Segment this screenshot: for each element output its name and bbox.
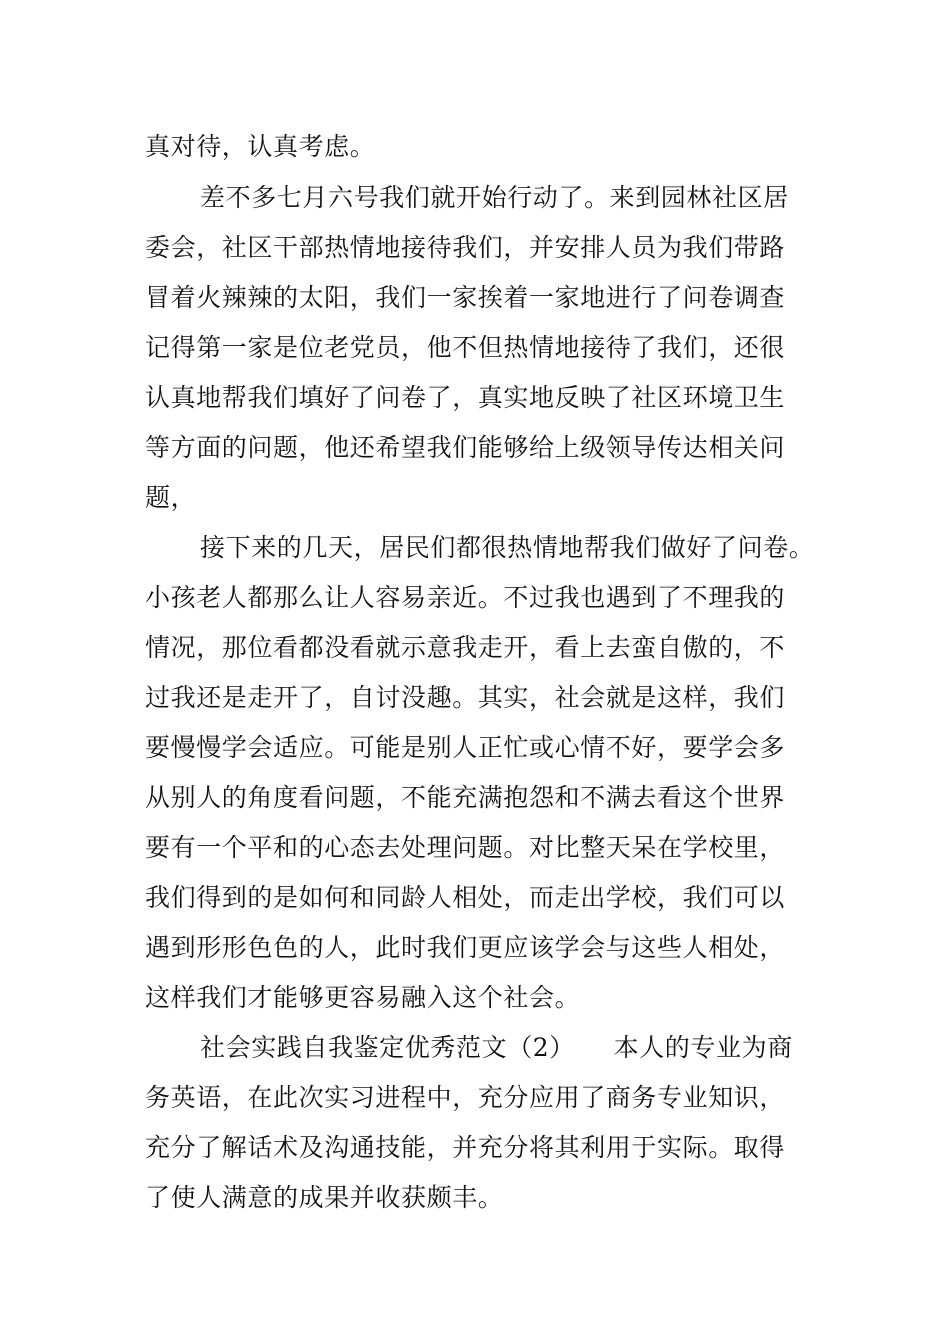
text-line: 等方面的问题，他还希望我们能够给上级领导传达相关问 bbox=[145, 433, 786, 462]
text-line: 小孩老人都那么让人容易亲近。不过我也遇到了不理我的 bbox=[145, 583, 786, 612]
text-line: 我们得到的是如何和同龄人相处，而走出学校，我们可以 bbox=[145, 883, 786, 912]
paragraph-first-line: 社会实践自我鉴定优秀范文（2） 本人的专业为商 bbox=[200, 1033, 793, 1062]
text-line: 要有一个平和的心态去处理问题。对比整天呆在学校里， bbox=[145, 833, 786, 862]
text-line: 过我还是走开了，自讨没趣。其实，社会就是这样，我们 bbox=[145, 683, 786, 712]
text-line: 了使人满意的成果并收获颇丰。 bbox=[145, 1183, 504, 1212]
text-line: 委会，社区干部热情地接待我们，并安排人员为我们带路 bbox=[145, 233, 786, 262]
text-line: 充分了解话术及沟通技能，并充分将其利用于实际。取得 bbox=[145, 1133, 786, 1162]
text-line: 题， bbox=[145, 483, 197, 512]
text-line: 认真地帮我们填好了问卷了，真实地反映了社区环境卫生 bbox=[145, 383, 786, 412]
text-line: 记得第一家是位老党员，他不但热情地接待了我们，还很 bbox=[145, 333, 786, 362]
text-line: 真对待，认真考虑。 bbox=[145, 132, 376, 161]
text-line: 冒着火辣辣的太阳，我们一家挨着一家地进行了问卷调查 bbox=[145, 283, 786, 312]
text-line: 从别人的角度看问题，不能充满抱怨和不满去看这个世界 bbox=[145, 783, 786, 812]
text-line: 务英语，在此次实习进程中，充分应用了商务专业知识， bbox=[145, 1083, 786, 1112]
text-line: 要慢慢学会适应。可能是别人正忙或心情不好，要学会多 bbox=[145, 733, 786, 762]
text-line: 情况，那位看都没看就示意我走开，看上去蛮自傲的，不 bbox=[145, 633, 786, 662]
text-line: 这样我们才能够更容易融入这个社会。 bbox=[145, 983, 581, 1012]
text-line: 遇到形形色色的人，此时我们更应该学会与这些人相处， bbox=[145, 933, 786, 962]
paragraph-first-line: 接下来的几天，居民们都很热情地帮我们做好了问卷。 bbox=[200, 533, 815, 562]
paragraph-first-line: 差不多七月六号我们就开始行动了。来到园林社区居 bbox=[200, 183, 789, 212]
